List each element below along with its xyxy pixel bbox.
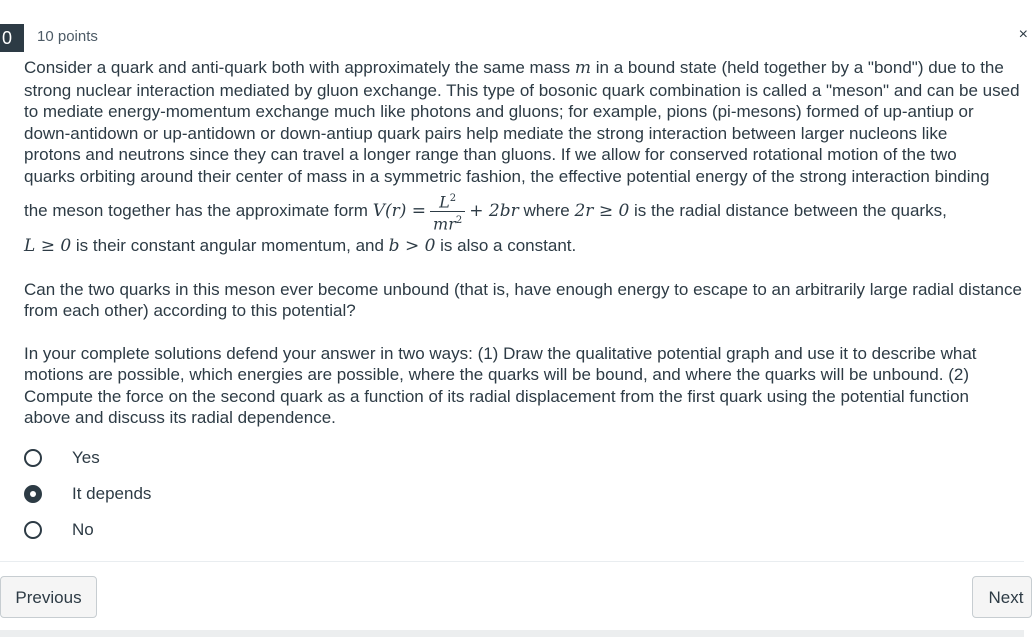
bottom-bar — [0, 630, 1024, 637]
option-no[interactable] — [24, 512, 151, 548]
prompt-line: In your complete solutions defend your answer in two ways: (1) Draw the qualitative potential graph and use it to describe what — [24, 343, 977, 363]
formula-plus-term: + 2br — [469, 201, 519, 221]
radius-condition: 2r ≥ 0 — [574, 201, 630, 221]
prompt-line: Consider a quark and anti-quark both with approximately the same mass m in a bound state (held together by a "bond") due to the — [24, 58, 1004, 78]
prompt-line: motions are possible, which energies are possible, where the quarks will be bound, and where the quarks will be unbound. (2) — [24, 365, 969, 384]
next-button[interactable]: Next — [972, 576, 1032, 618]
radio-button[interactable] — [24, 521, 42, 539]
formula-lhs: V(r) = — [372, 201, 427, 221]
radio-button-selected[interactable] — [24, 485, 42, 503]
question-points: 10 points — [37, 28, 98, 45]
close-icon[interactable]: × — [1018, 26, 1028, 43]
prompt-line: down-antidown or up-antidown or down-antiup quark pairs help mediate the strong interaction between larger nucleons like — [24, 123, 948, 143]
option-it-depends[interactable] — [24, 476, 151, 512]
formula-fraction: $\frac{L^2}{mr^2}$ — [430, 190, 465, 234]
answer-options — [24, 440, 151, 548]
prompt-line: quarks orbiting around their center of mass in a symmetric fashion, the effective potential energy of the strong interaction binding — [24, 166, 990, 186]
prompt-line: from each other) according to this potential? — [24, 301, 356, 320]
option-label: No — [72, 520, 94, 539]
constants-line: L ≥ 0 is their constant angular momentum, and b > 0 is also a constant. — [24, 236, 577, 256]
radio-button[interactable] — [24, 449, 42, 467]
previous-button[interactable]: Previous — [0, 576, 97, 618]
option-label: It depends — [72, 484, 152, 503]
potential-formula-line: the meson together has the approximate form V(r) = $\frac{L^2}{mr^2}$ + 2br where 2r ≥ 0 is the radial distance between the quarks, — [24, 187, 1024, 235]
prompt-line: strong nuclear interaction mediated by gluon exchange. This type of bosonic quark combination is called a "meson" and can be used — [24, 80, 1020, 100]
question-prompt — [24, 57, 1024, 429]
prompt-line: above and discuss its radial dependence. — [24, 408, 336, 427]
prompt-line: to mediate energy-momentum exchange much like photons and gluons; for example, pions (pi-mesons) formed of up-antiup or — [24, 102, 974, 121]
prompt-line: Compute the force on the second quark as a function of its radial displacement from the first quark using the potential function — [24, 386, 969, 406]
question-number-badge: 0 — [0, 24, 24, 52]
option-yes[interactable] — [24, 440, 151, 476]
prompt-line: protons and neutrons since they can travel a longer range than gluons. If we allow for conserved rotational motion of the two — [24, 145, 957, 164]
prompt-line: Can the two quarks in this meson ever become unbound (that is, have enough energy to escape to an arbitrarily large radial distance — [24, 279, 1022, 299]
option-label: Yes — [72, 448, 100, 467]
divider — [0, 561, 1024, 562]
